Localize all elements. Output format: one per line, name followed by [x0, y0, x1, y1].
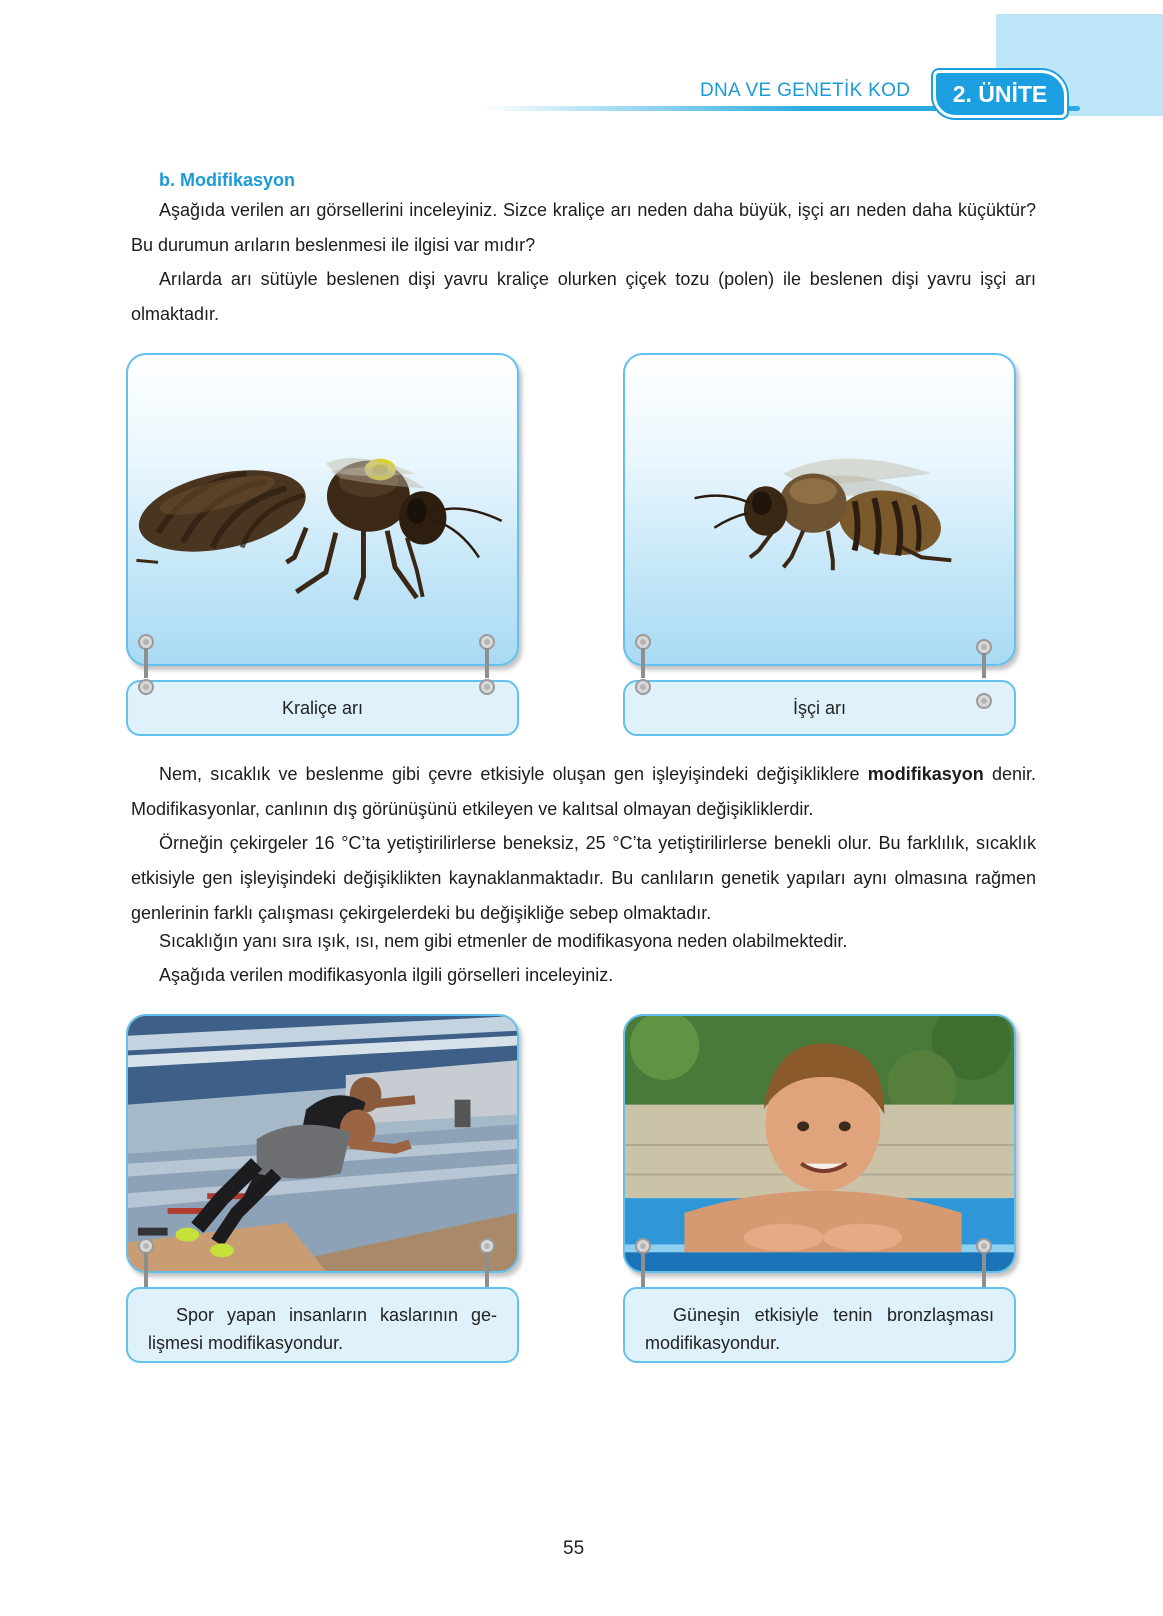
- binder-bar: [485, 1252, 489, 1292]
- section-heading: b. Modifikasyon: [159, 170, 296, 190]
- intro-paragraph-1: Aşağıda verilen arı görsellerini inceleyiniz. Sizce kraliçe arı neden daha büyük, işçi arı neden daha küçüktür? Bu durumun arıların beslenmesi ile ilgisi var mıdır?: [131, 200, 1036, 255]
- binder-bar: [641, 1252, 645, 1292]
- binder-bar: [144, 648, 148, 678]
- tanning-caption: Güneşin etkisiyle tenin bronzlaşması modifikasyondur.: [623, 1287, 1016, 1363]
- worker-bee-photo-frame: [623, 353, 1016, 666]
- boy-in-pool-photo: [625, 1016, 1014, 1271]
- binder-bar: [982, 653, 986, 678]
- binder-ring-icon: [138, 679, 154, 695]
- sprinters-caption: Spor yapan insanların kaslarının ge-lişmesi modifikasyondur.: [126, 1287, 519, 1363]
- boy-in-pool-photo-frame: [623, 1014, 1016, 1273]
- queen-bee-caption: Kraliçe arı: [126, 680, 519, 736]
- queen-bee-photo-frame: [126, 353, 519, 666]
- chapter-title: DNA VE GENETİK KOD: [700, 80, 911, 101]
- binder-bar: [982, 1252, 986, 1292]
- binder-bar: [641, 648, 645, 678]
- worker-bee-caption: İşçi arı: [623, 680, 1016, 736]
- body-paragraph-2: Sıcaklığın yanı sıra ışık, ısı, nem gibi etmenler de modifikasyona neden olabilmektedir.: [159, 931, 848, 951]
- binder-ring-icon: [976, 693, 992, 709]
- queen-bee-photo: [128, 355, 517, 664]
- definition-paragraph: Nem, sıcaklık ve beslenme gibi çevre etkisiyle oluşan gen işleyişindeki değişikliklere modifikasyon denir. Modifikasyonlar, canlının dış görünüşünü etkileyen ve kalıtsal olmayan değişikliklerdir.: [131, 764, 1036, 819]
- binder-bar: [144, 1252, 148, 1292]
- unit-badge: 2. ÜNİTE: [933, 70, 1067, 118]
- body-paragraph-1: Örneğin çekirgeler 16 °C’ta yetiştirilirlerse beneksiz, 25 °C’ta yetiştirilirlerse benekli olur. Bu farklılık, sıcaklık etkisiyle gen işleyişindeki değişiklikten kaynaklanmaktadır. Bu canlıların genetik yapıları aynı olmasına rağmen genlerinin farklı çalışması çekirgelerdeki bu değişikliğe sebep olmaktadır.: [131, 833, 1036, 923]
- body-paragraph-3: Aşağıda verilen modifikasyonla ilgili görselleri inceleyiniz.: [159, 965, 614, 985]
- worker-bee-photo: [625, 355, 1014, 664]
- sprinters-photo-frame: [126, 1014, 519, 1273]
- binder-bar: [485, 648, 489, 678]
- binder-ring-icon: [635, 679, 651, 695]
- binder-ring-icon: [479, 679, 495, 695]
- page-number: 55: [563, 1538, 585, 1559]
- sprinters-photo: [128, 1016, 517, 1271]
- definition-term: modifikasyon: [867, 764, 984, 784]
- intro-paragraph-2: Arılarda arı sütüyle beslenen dişi yavru kraliçe olurken çiçek tozu (polen) ile beslenen dişi yavru işçi arı olmaktadır.: [131, 269, 1036, 324]
